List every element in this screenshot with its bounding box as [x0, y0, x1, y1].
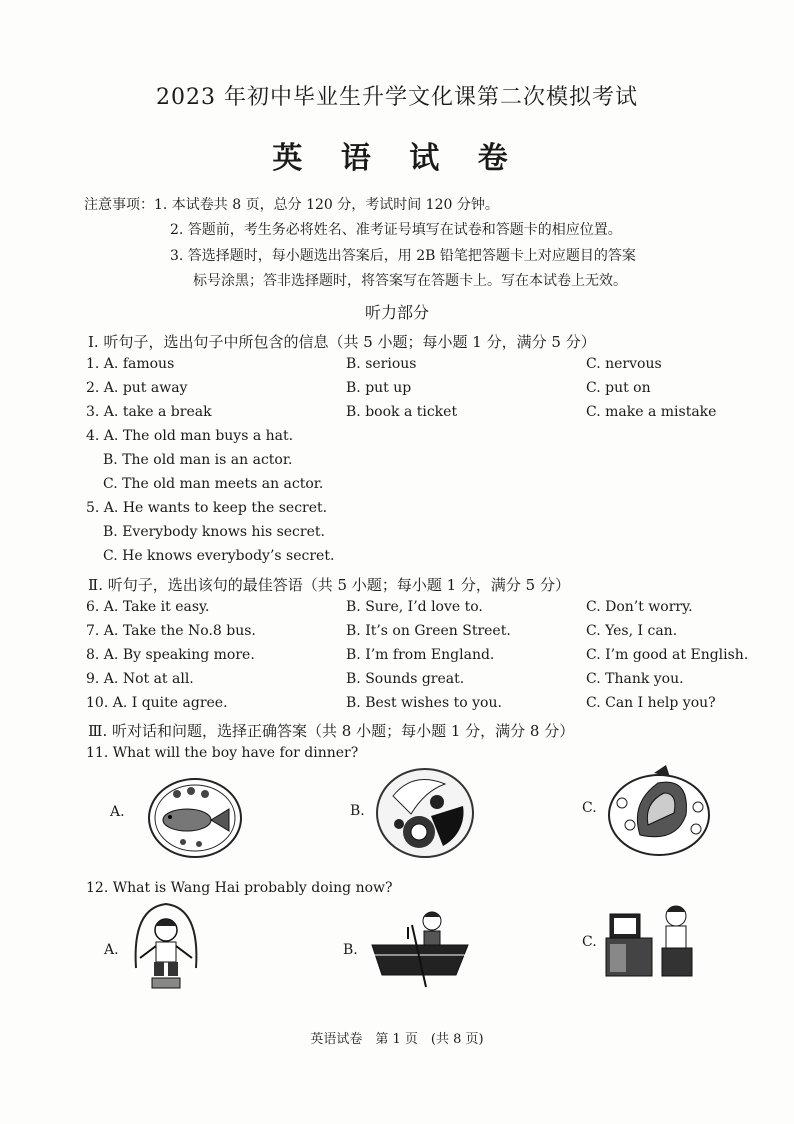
option: B. The old man is an actor.: [103, 452, 293, 468]
option: C. Thank you.: [586, 671, 684, 687]
question-stem: 12. What is Wang Hai probably doing now?: [86, 880, 393, 896]
option: 2. A. put away: [86, 380, 188, 396]
option-label: B.: [343, 942, 358, 958]
computer-desk-image: [604, 896, 700, 980]
option: C. He knows everybody’s secret.: [103, 548, 335, 564]
fruit-plate-image: [373, 766, 477, 860]
notes-label: 注意事项：: [84, 197, 154, 213]
option: 10. A. I quite agree.: [86, 695, 228, 711]
note-item: 标号涂黑；答非选择题时，将答案写在答题卡上。写在本试卷上无效。: [193, 273, 627, 289]
option: 3. A. take a break: [86, 404, 212, 420]
option: C. Can I help you?: [586, 695, 716, 711]
option: B. book a ticket: [346, 404, 458, 420]
option: B. Sure, I’d love to.: [346, 599, 483, 615]
section-3-title: Ⅲ. 听对话和问题，选择正确答案（共 8 小题；每小题 1 分，满分 8 分）: [88, 722, 575, 740]
note-item: 3. 答选择题时，每小题选出答案后，用 2B 铅笔把答题卡上对应题目的答案: [170, 248, 636, 264]
option: 4. A. The old man buys a hat.: [86, 428, 294, 444]
boating-image: [368, 905, 472, 989]
option: 6. A. Take it easy.: [86, 599, 210, 615]
option: 8. A. By speaking more.: [86, 647, 255, 663]
option: B. Sounds great.: [346, 671, 465, 687]
option: C. The old man meets an actor.: [103, 476, 324, 492]
section-1-title: Ⅰ. 听句子，选出句子中所包含的信息（共 5 小题；每小题 1 分，满分 5 分）: [88, 333, 596, 351]
option: C. Yes, I can.: [586, 623, 678, 639]
option-label: A.: [104, 942, 119, 958]
option: B. put up: [346, 380, 412, 396]
option: C. put on: [586, 380, 651, 396]
note-item: 1. 本试卷共 8 页，总分 120 分，考试时间 120 分钟。: [154, 197, 499, 213]
option-label: C.: [582, 934, 597, 950]
option: 7. A. Take the No.8 bus.: [86, 623, 256, 639]
option: C. I’m good at English.: [586, 647, 749, 663]
part-title: 听力部分: [364, 303, 429, 322]
note-item: 2. 答题前，考生务必将姓名、准考证号填写在试卷和答题卡的相应位置。: [170, 222, 622, 238]
option: B. Best wishes to you.: [346, 695, 502, 711]
fish-plate-image: [145, 776, 245, 860]
exam-subtitle: 英 语 试 卷: [272, 141, 522, 176]
option: C. make a mistake: [586, 404, 717, 420]
option: B. serious: [346, 356, 417, 372]
option-label: A.: [110, 804, 125, 820]
jump-rope-image: [122, 898, 210, 994]
option-label: B.: [350, 803, 365, 819]
option: B. I’m from England.: [346, 647, 495, 663]
page-footer: 英语试卷 第 1 页 (共 8 页): [310, 1032, 484, 1047]
question-stem: 11. What will the boy have for dinner?: [86, 745, 359, 761]
option: 9. A. Not at all.: [86, 671, 194, 687]
meat-plate-image: [604, 763, 714, 859]
exam-title: 2023 年初中毕业生升学文化课第二次模拟考试: [156, 85, 638, 110]
option: 5. A. He wants to keep the secret.: [86, 500, 328, 516]
section-2-title: Ⅱ. 听句子，选出该句的最佳答语（共 5 小题；每小题 1 分，满分 5 分）: [88, 576, 570, 594]
option: C. nervous: [586, 356, 662, 372]
option-label: C.: [582, 800, 597, 816]
option: B. It’s on Green Street.: [346, 623, 511, 639]
option: B. Everybody knows his secret.: [103, 524, 325, 540]
option: 1. A. famous: [86, 356, 175, 372]
option: C. Don’t worry.: [586, 599, 693, 615]
